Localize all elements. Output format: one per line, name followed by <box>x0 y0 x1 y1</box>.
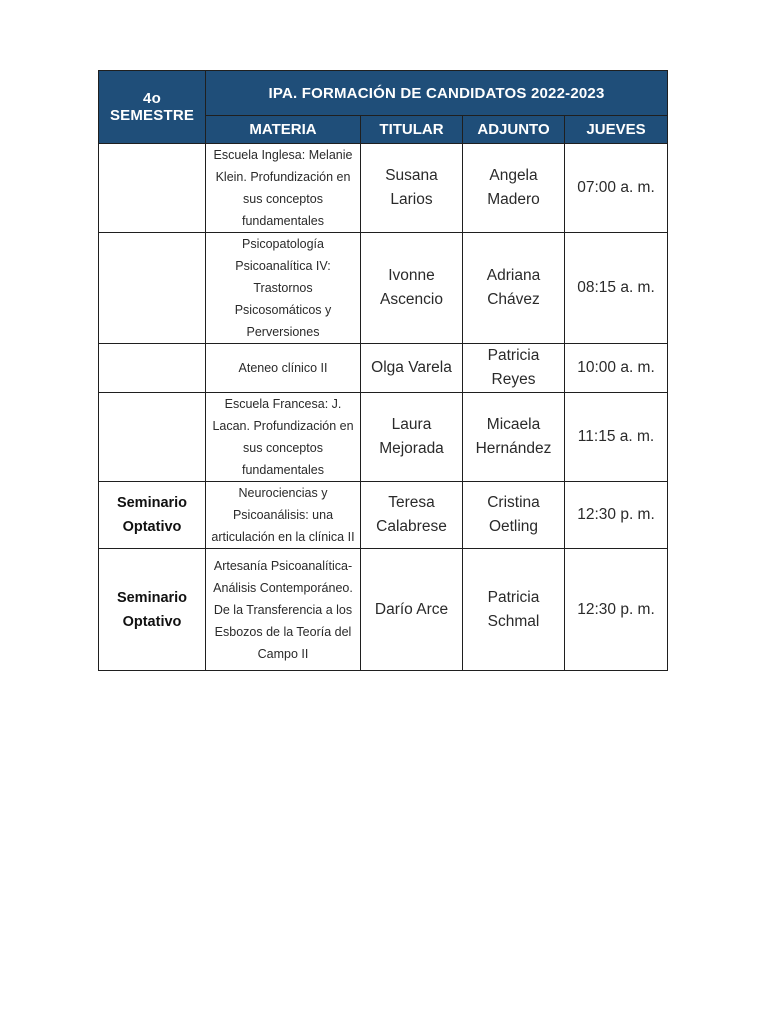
titular-cell: Laura Mejorada <box>361 393 463 482</box>
column-header-adjunto: ADJUNTO <box>463 116 565 144</box>
table-row <box>99 482 668 549</box>
adjunto-cell: Patricia Reyes <box>463 344 565 393</box>
titular-cell: Susana Larios <box>361 144 463 233</box>
table-row <box>99 144 668 233</box>
column-header-titular: TITULAR <box>361 116 463 144</box>
table-title: IPA. FORMACIÓN DE CANDIDATOS 2022-2023 <box>206 71 668 116</box>
adjunto-cell: Angela Madero <box>463 144 565 233</box>
time-cell: 10:00 a. m. <box>565 344 668 393</box>
column-header-jueves: JUEVES <box>565 116 668 144</box>
subject-cell: Psicopatología Psicoanalítica IV: Trastornos Psicosomáticos y Perversiones <box>206 233 361 344</box>
row-label <box>99 233 206 344</box>
subject-cell: Escuela Francesa: J. Lacan. Profundización en sus conceptos fundamentales <box>206 393 361 482</box>
row-label <box>99 144 206 233</box>
subject-cell: Escuela Inglesa: Melanie Klein. Profundización en sus conceptos fundamentales <box>206 144 361 233</box>
subject-cell: Ateneo clínico II <box>206 344 361 393</box>
subject-cell: Neurociencias y Psicoanálisis: una articulación en la clínica II <box>206 482 361 549</box>
adjunto-cell: Micaela Hernández <box>463 393 565 482</box>
time-cell: 07:00 a. m. <box>565 144 668 233</box>
table-row <box>99 233 668 344</box>
schedule-table <box>98 70 668 671</box>
table-row <box>99 549 668 671</box>
table-row <box>99 393 668 482</box>
time-cell: 12:30 p. m. <box>565 482 668 549</box>
subject-cell: Artesanía Psicoanalítica-Análisis Contemporáneo. De la Transferencia a los Esbozos de la Teoría del Campo II <box>206 549 361 671</box>
row-label <box>99 344 206 393</box>
titular-cell: Teresa Calabrese <box>361 482 463 549</box>
table-row <box>99 344 668 393</box>
adjunto-cell: Patricia Schmal <box>463 549 565 671</box>
titular-cell: Darío Arce <box>361 549 463 671</box>
row-label: Seminario Optativo <box>99 549 206 671</box>
row-label: Seminario Optativo <box>99 482 206 549</box>
semester-header: 4o SEMESTRE <box>99 71 206 144</box>
column-header-materia: MATERIA <box>206 116 361 144</box>
time-cell: 11:15 a. m. <box>565 393 668 482</box>
time-cell: 12:30 p. m. <box>565 549 668 671</box>
titular-cell: Olga Varela <box>361 344 463 393</box>
titular-cell: Ivonne Ascencio <box>361 233 463 344</box>
row-label <box>99 393 206 482</box>
time-cell: 08:15 a. m. <box>565 233 668 344</box>
adjunto-cell: Cristina Oetling <box>463 482 565 549</box>
adjunto-cell: Adriana Chávez <box>463 233 565 344</box>
